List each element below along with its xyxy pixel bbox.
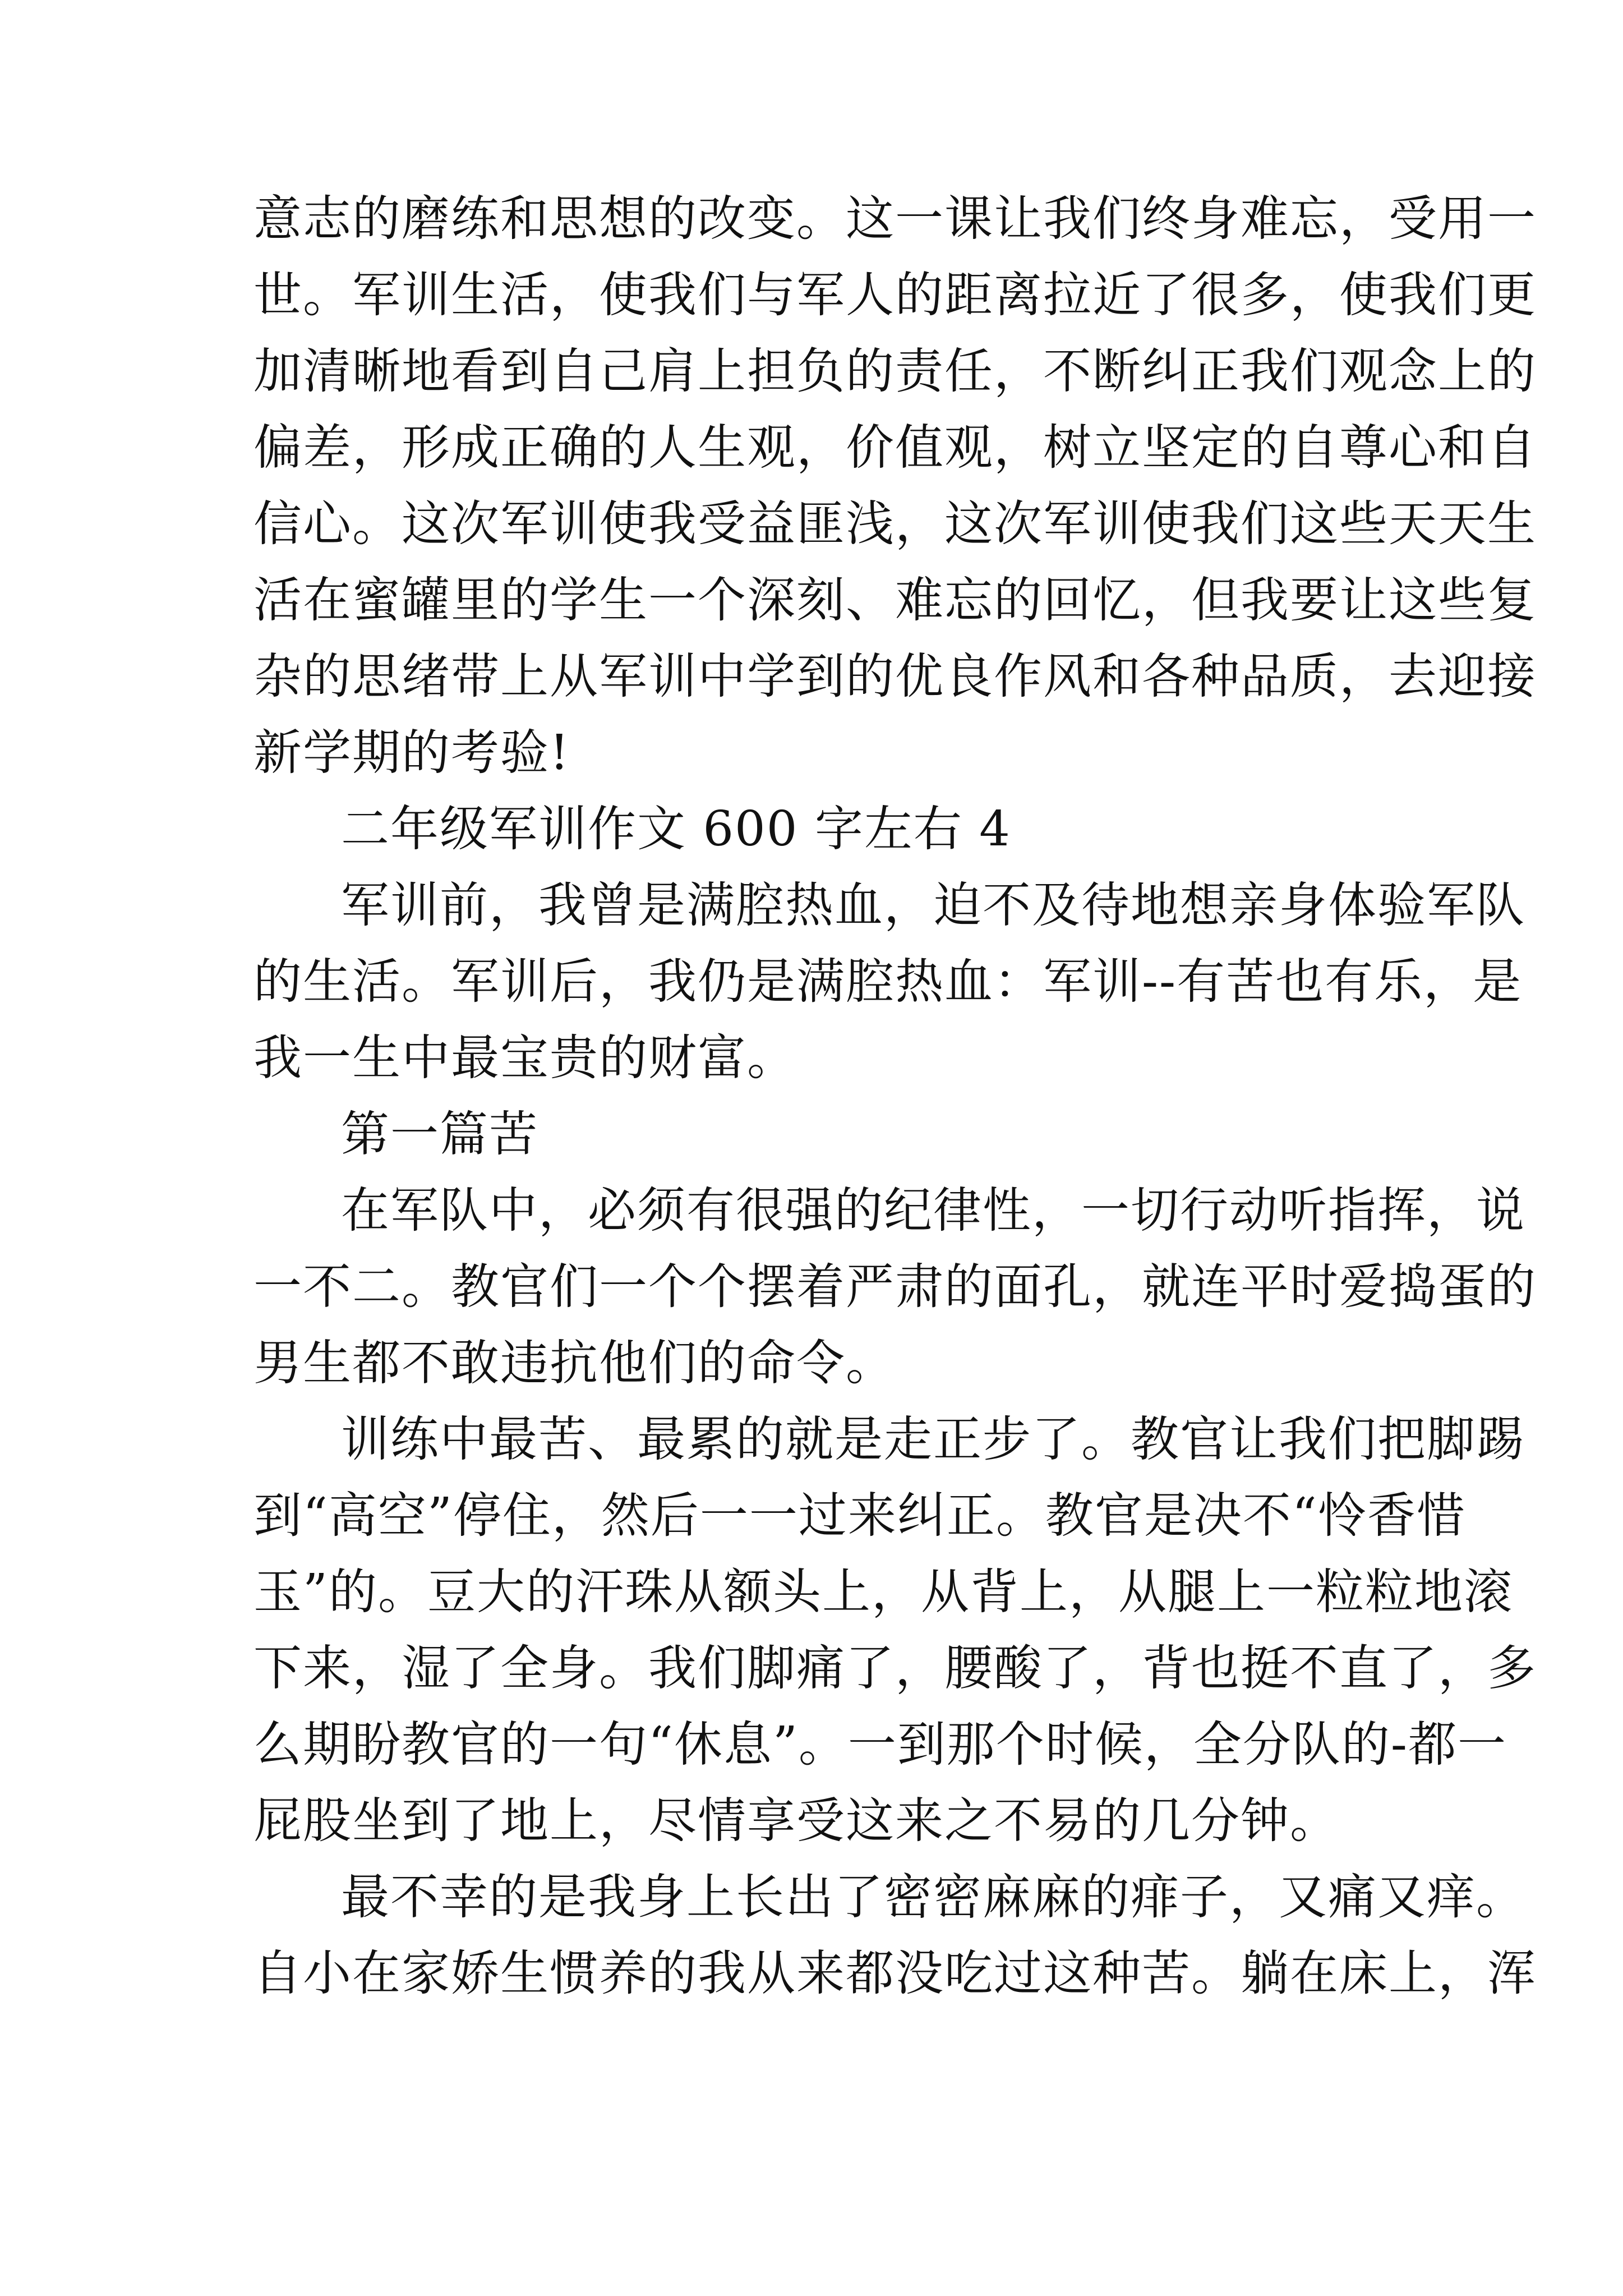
text-line: 信心。这次军训使我受益匪浅，这次军训使我们这些天天生 — [253, 496, 1537, 552]
text-line: 自小在家娇生惯养的我从来都没吃过这种苦。躺在床上，浑 — [253, 1945, 1537, 2001]
text-line: 最不幸的是我身上长出了密密麻麻的痱子，又痛又痒。 — [341, 1869, 1525, 1925]
text-line: 活在蜜罐里的学生一个深刻、难忘的回忆，但我要让这些复 — [253, 572, 1537, 628]
section-heading: 二年级军训作文 600 字左右 4 — [341, 801, 1011, 857]
text-line: 军训前，我曾是满腔热血，迫不及待地想亲身体验军队 — [341, 877, 1525, 933]
text-line: 在军队中，必须有很强的纪律性，一切行动听指挥，说 — [341, 1182, 1525, 1239]
text-line: 么期盼教官的一句“休息”。一到那个时候，全分队的-都一 — [253, 1717, 1507, 1773]
text-line: 意志的磨练和思想的改变。这一课让我们终身难忘，受用一 — [253, 191, 1537, 247]
text-line: 一不二。教官们一个个摆着严肃的面孔，就连平时爱捣蛋的 — [253, 1259, 1537, 1315]
text-line: 训练中最苦、最累的就是走正步了。教官让我们把脚踢 — [341, 1411, 1525, 1467]
text-line: 玉”的。豆大的汗珠从额头上，从背上，从腿上一粒粒地滚 — [253, 1564, 1513, 1620]
text-line: 杂的思绪带上从军训中学到的优良作风和各种品质，去迎接 — [253, 648, 1537, 705]
text-line: 偏差，形成正确的人生观，价值观，树立坚定的自尊心和自 — [253, 420, 1537, 476]
text-line: 下来，湿了全身。我们脚痛了，腰酸了，背也挺不直了，多 — [253, 1640, 1537, 1696]
text-line: 世。军训生活，使我们与军人的距离拉近了很多，使我们更 — [253, 267, 1537, 323]
text-line: 的生活。军训后，我仍是满腔热血：军训--有苦也有乐，是 — [253, 954, 1523, 1010]
text-line: 到“高空”停住，然后一一过来纠正。教官是决不“怜香惜 — [253, 1488, 1466, 1544]
text-line: 加清晰地看到自己肩上担负的责任，不断纠正我们观念上的 — [253, 343, 1537, 399]
text-line: 新学期的考验! — [253, 725, 570, 781]
text-line: 屁股坐到了地上，尽情享受这来之不易的几分钟。 — [253, 1793, 1339, 1849]
text-line: 我一生中最宝贵的财富。 — [253, 1030, 796, 1086]
subsection-heading: 第一篇苦 — [341, 1106, 538, 1162]
text-line: 男生都不敢违抗他们的命令。 — [253, 1335, 895, 1391]
